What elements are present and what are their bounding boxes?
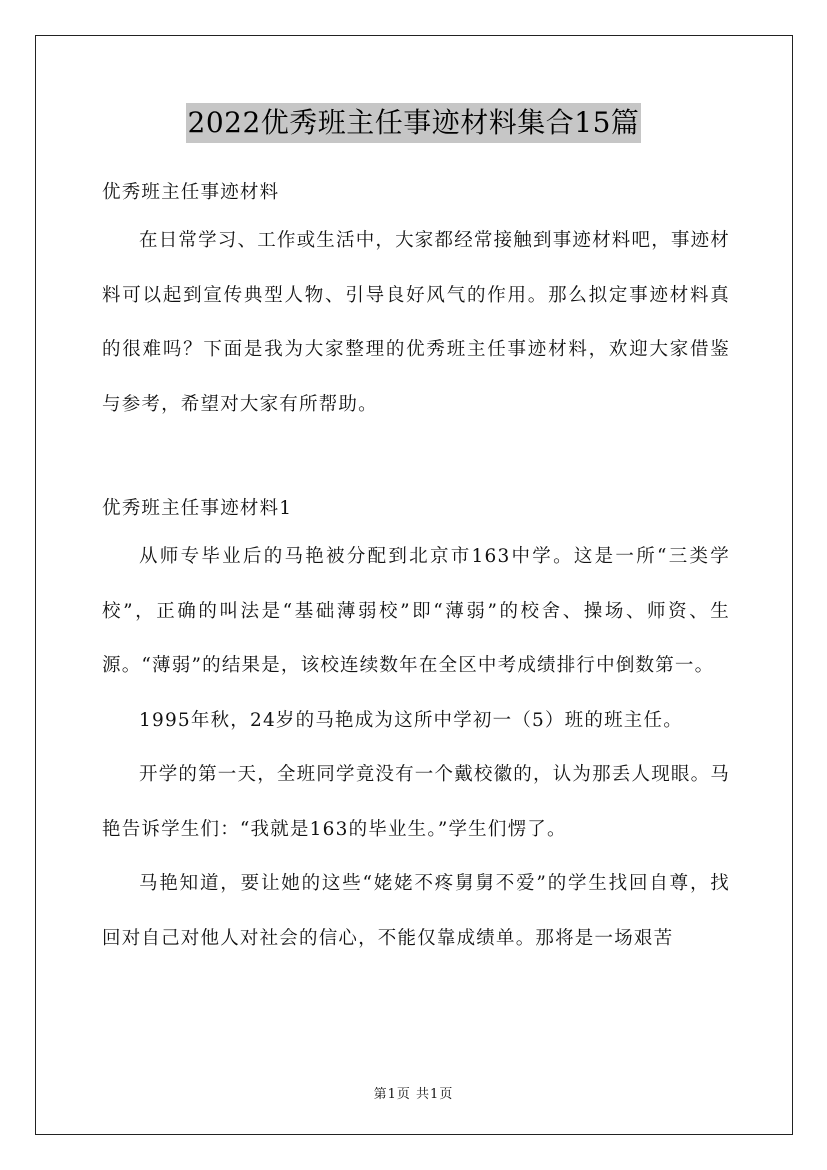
document-title: 2022优秀班主任事迹材料集合15篇 — [186, 103, 642, 143]
section-spacer — [102, 432, 730, 488]
section1-paragraph-2: 1995年秋，24岁的马艳成为这所中学初一（5）班的班主任。 — [139, 709, 683, 731]
title-container — [0, 103, 827, 143]
section1-paragraph-4: 马艳知道，要让她的这些“姥姥不疼舅舅不爱”的学生找回自尊，找回对自己对他人对社会的信心，不能仅靠成绩单。那将是一场艰苦 — [102, 873, 730, 949]
section1-heading: 优秀班主任事迹材料1 — [102, 498, 293, 519]
section1-paragraph-3: 开学的第一天，全班同学竟没有一个戴校徽的，认为那丢人现眼。马艳告诉学生们：“我就是163的毕业生。”学生们愣了。 — [102, 764, 731, 840]
intro-paragraph: 在日常学习、工作或生活中，大家都经常接触到事迹材料吧，事迹材料可以起到宣传典型人物、引导良好风气的作用。那么拟定事迹材料真的很难吗？下面是我为大家整理的优秀班主任事迹材料，欢迎大家借鉴与参考，希望对大家有所帮助。 — [102, 230, 731, 415]
document-body — [102, 172, 730, 966]
intro-heading: 优秀班主任事迹材料 — [102, 182, 280, 203]
section1-paragraph-1: 从师专毕业后的马艳被分配到北京市163中学。这是一所“三类学校”，正确的叫法是“基础薄弱校”即“薄弱”的校舍、操场、师资、生源。“薄弱”的结果是，该校连续数年在全区中考成绩排行中倒数第一。 — [102, 546, 730, 676]
page-footer: 第1页 共1页 — [373, 1087, 454, 1102]
